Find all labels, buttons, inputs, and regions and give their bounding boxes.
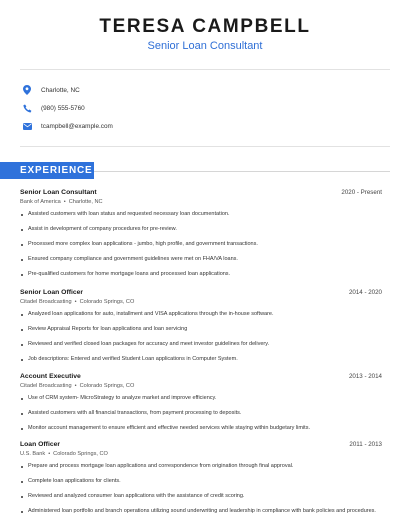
bullet-item: Monitor account management to ensure efficient and effective needed services while staying within budgetary limits.: [20, 425, 382, 432]
contact-phone-text: (980) 555-5760: [41, 104, 85, 112]
bullet-item: Reviewed and verified closed loan packages for accuracy and meet investor guidelines for delivery.: [20, 341, 382, 348]
phone-icon: [22, 103, 32, 113]
email-icon: [22, 121, 32, 131]
job-company-line: Citadel Broadcasting • Colorado Springs, CO: [20, 383, 135, 389]
job-bullets: [20, 211, 382, 278]
contact-divider: [20, 146, 390, 147]
job-location: Charlotte, NC: [68, 199, 103, 205]
location-pin-icon: [22, 85, 32, 95]
bullet-item: Use of CRM system- MicroStrategy to analyze market and improve efficiency.: [20, 395, 382, 402]
bullet-item: Prepare and process mortgage loan applications and correspondence from origination through final approval.: [20, 463, 382, 470]
job-title: Senior Loan Officer: [20, 289, 84, 296]
bullet-item: Job descriptions: Entered and verified Student Loan applications in Computer System.: [20, 356, 382, 363]
job-title: Loan Officer: [20, 441, 61, 448]
job-location: Colorado Springs, CO: [53, 451, 108, 457]
bullet-item: Assisted customers with loan status and requested necessary loan documentation.: [20, 211, 382, 218]
job-bullets: [20, 395, 382, 432]
job-bullets: [20, 311, 382, 363]
job-dates: 2011 - 2013: [349, 441, 382, 448]
job-company: Bank of America: [20, 199, 61, 205]
contact-phone: [22, 103, 85, 113]
section-divider: [94, 171, 390, 172]
job-location: Colorado Springs, CO: [79, 383, 135, 389]
bullet-item: Ensured company compliance and government guidelines were met on FHA/VA loans.: [20, 256, 382, 263]
bullet-item: Analyzed loan applications for auto, installment and VISA applications through the in-house software.: [20, 311, 382, 318]
job-bullets: [20, 463, 382, 515]
job-dates: 2020 - Present: [341, 189, 382, 196]
bullet-item: Pre-qualified customers for home mortgage loans and processed loan applications.: [20, 271, 382, 278]
job-title: Senior Loan Consultant: [20, 189, 97, 196]
contact-location: [22, 85, 80, 95]
bullet-item: Reviewed and analyzed consumer loan applications with the assistance of credit scoring.: [20, 493, 382, 500]
job-dates: 2014 - 2020: [348, 289, 382, 296]
job-location: Colorado Springs, CO: [79, 299, 135, 305]
section-heading-experience: [0, 162, 94, 179]
resume-job-title: Senior Loan Consultant: [147, 40, 263, 52]
contact-email-text: tcampbell@example.com: [41, 122, 113, 130]
job-company-line: Bank of America • Charlotte, NC: [20, 199, 103, 205]
job-company: Citadel Broadcasting: [20, 383, 72, 389]
job-title: Account Executive: [20, 373, 81, 380]
bullet-item: Assist in development of company procedures for pre-review.: [20, 226, 382, 233]
job-entry: [20, 441, 382, 515]
bullet-item: Review Appraisal Reports for loan applications and loan servicing: [20, 326, 382, 333]
job-entry: [20, 189, 382, 278]
contact-email: [22, 121, 113, 131]
bullet-item: Processed more complex loan applications - jumbo, high profile, and government transactions.: [20, 241, 382, 248]
job-company-line: Citadel Broadcasting • Colorado Springs, CO: [20, 299, 135, 305]
job-entry: [20, 373, 382, 432]
job-entry: [20, 289, 382, 363]
section-heading-label: EXPERIENCE: [20, 165, 93, 176]
resume-name: TERESA CAMPBELL: [99, 16, 311, 37]
header-divider: [20, 69, 390, 70]
bullet-item: Administered loan portfolio and branch operations utilizing sound underwriting and leadership in compliance with bank policies and procedures.: [20, 508, 382, 515]
job-company: U.S. Bank: [20, 451, 46, 457]
contact-location-text: Charlotte, NC: [41, 86, 80, 94]
bullet-item: Assisted customers with all financial transactions, from payment processing to deposits.: [20, 410, 382, 417]
job-company-line: U.S. Bank • Colorado Springs, CO: [20, 451, 108, 457]
bullet-item: Complete loan applications for clients.: [20, 478, 382, 485]
job-dates: 2013 - 2014: [348, 373, 382, 380]
job-company: Citadel Broadcasting: [20, 299, 72, 305]
